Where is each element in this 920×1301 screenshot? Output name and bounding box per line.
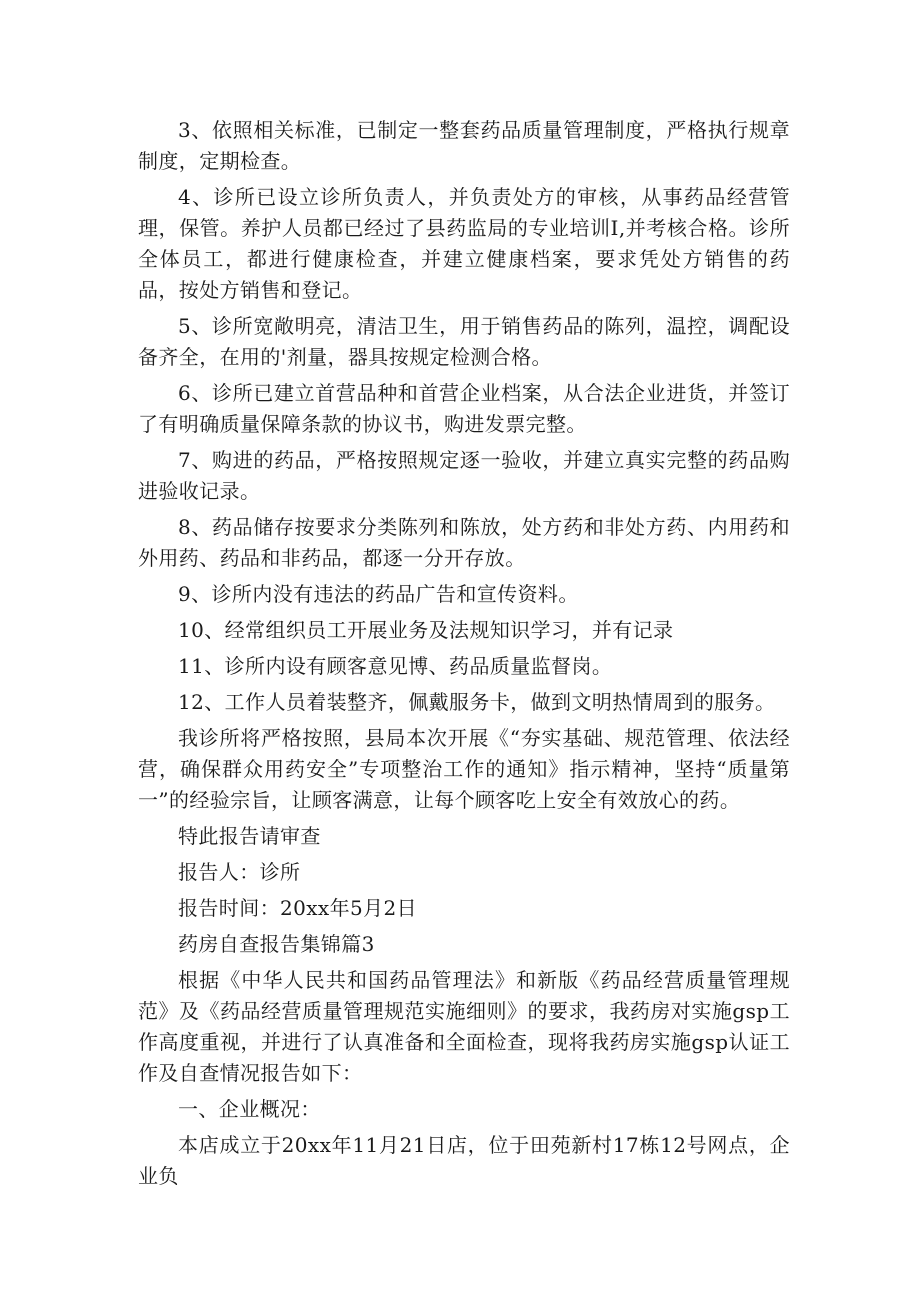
report-date-line: 报告时间：20xx年5月2日 [178, 896, 418, 920]
paragraph-9-advertising: 9、诊所内没有违法的药品广告和宣传资料。 [178, 582, 579, 606]
document-body [138, 115, 790, 1197]
section-heading: 药房自查报告集锦篇3 [178, 932, 375, 956]
paragraph-10-training: 10、经常组织员工开展业务及法规知识学习，并有记录 [178, 618, 674, 642]
paragraph-6-archives: 6、诊所已建立首营品种和首营企业档案，从合法企业进货，并签订了有明确质量保障条款的协议书，购进发票完整。 [138, 381, 790, 436]
paragraph-12-service: 12、工作人员着装整齐，佩戴服务卡，做到文明热情周到的服务。 [178, 690, 776, 714]
paragraph-7-inspection: 7、购进的药品，严格按照规定逐一验收，并建立真实完整的药品购进验收记录。 [138, 448, 790, 503]
paragraph-4-personnel: 4、诊所已设立诊所负责人，并负责处方的审核，从事药品经营管理，保管。养护人员都已经过了县药监局的专业培训I,并考核合格。诊所全体员工，都进行健康检查，并建立健康档案，要求凭处方销售的药品，按处方销售和登记。 [138, 185, 790, 302]
paragraph-commitment: 我诊所将严格按照，县局本次开展《“夯实基础、规范管理、依法经营，确保群众用药安全”专项整治工作的通知》指示精神，坚持“质量第一”的经验宗旨，让顾客满意，让每个顾客吃上安全有效放心的药。 [138, 726, 790, 812]
paragraph-store-info: 本店成立于20xx年11月21日店，位于田苑新村17栋12号网点，企业负 [138, 1133, 790, 1188]
paragraph-gsp-intro: 根据《中华人民共和国药品管理法》和新版《药品经营质量管理规范》及《药品经营质量管理规范实施细则》的要求，我药房对实施gsp工作高度重视，并进行了认真准备和全面检查，现将我药房实施gsp认证工作及自查情况报告如下： [138, 968, 790, 1085]
closing-request: 特此报告请审查 [178, 824, 321, 848]
paragraph-11-feedback: 11、诊所内设有顾客意见博、药品质量监督岗。 [178, 654, 613, 678]
paragraph-5-facilities: 5、诊所宽敞明亮，清洁卫生，用于销售药品的陈列，温控，调配设备齐全，在用的'剂量，器具按规定检测合格。 [138, 314, 790, 369]
paragraph-3-standards: 3、依照相关标准，已制定一整套药品质量管理制度，严格执行规章制度，定期检查。 [138, 118, 790, 173]
subheading-enterprise-overview: 一、企业概况： [178, 1097, 321, 1121]
paragraph-8-storage: 8、药品储存按要求分类陈列和陈放，处方药和非处方药、内用药和外用药、药品和非药品，都逐一分开存放。 [138, 515, 790, 570]
reporter-line: 报告人：诊所 [178, 860, 301, 884]
